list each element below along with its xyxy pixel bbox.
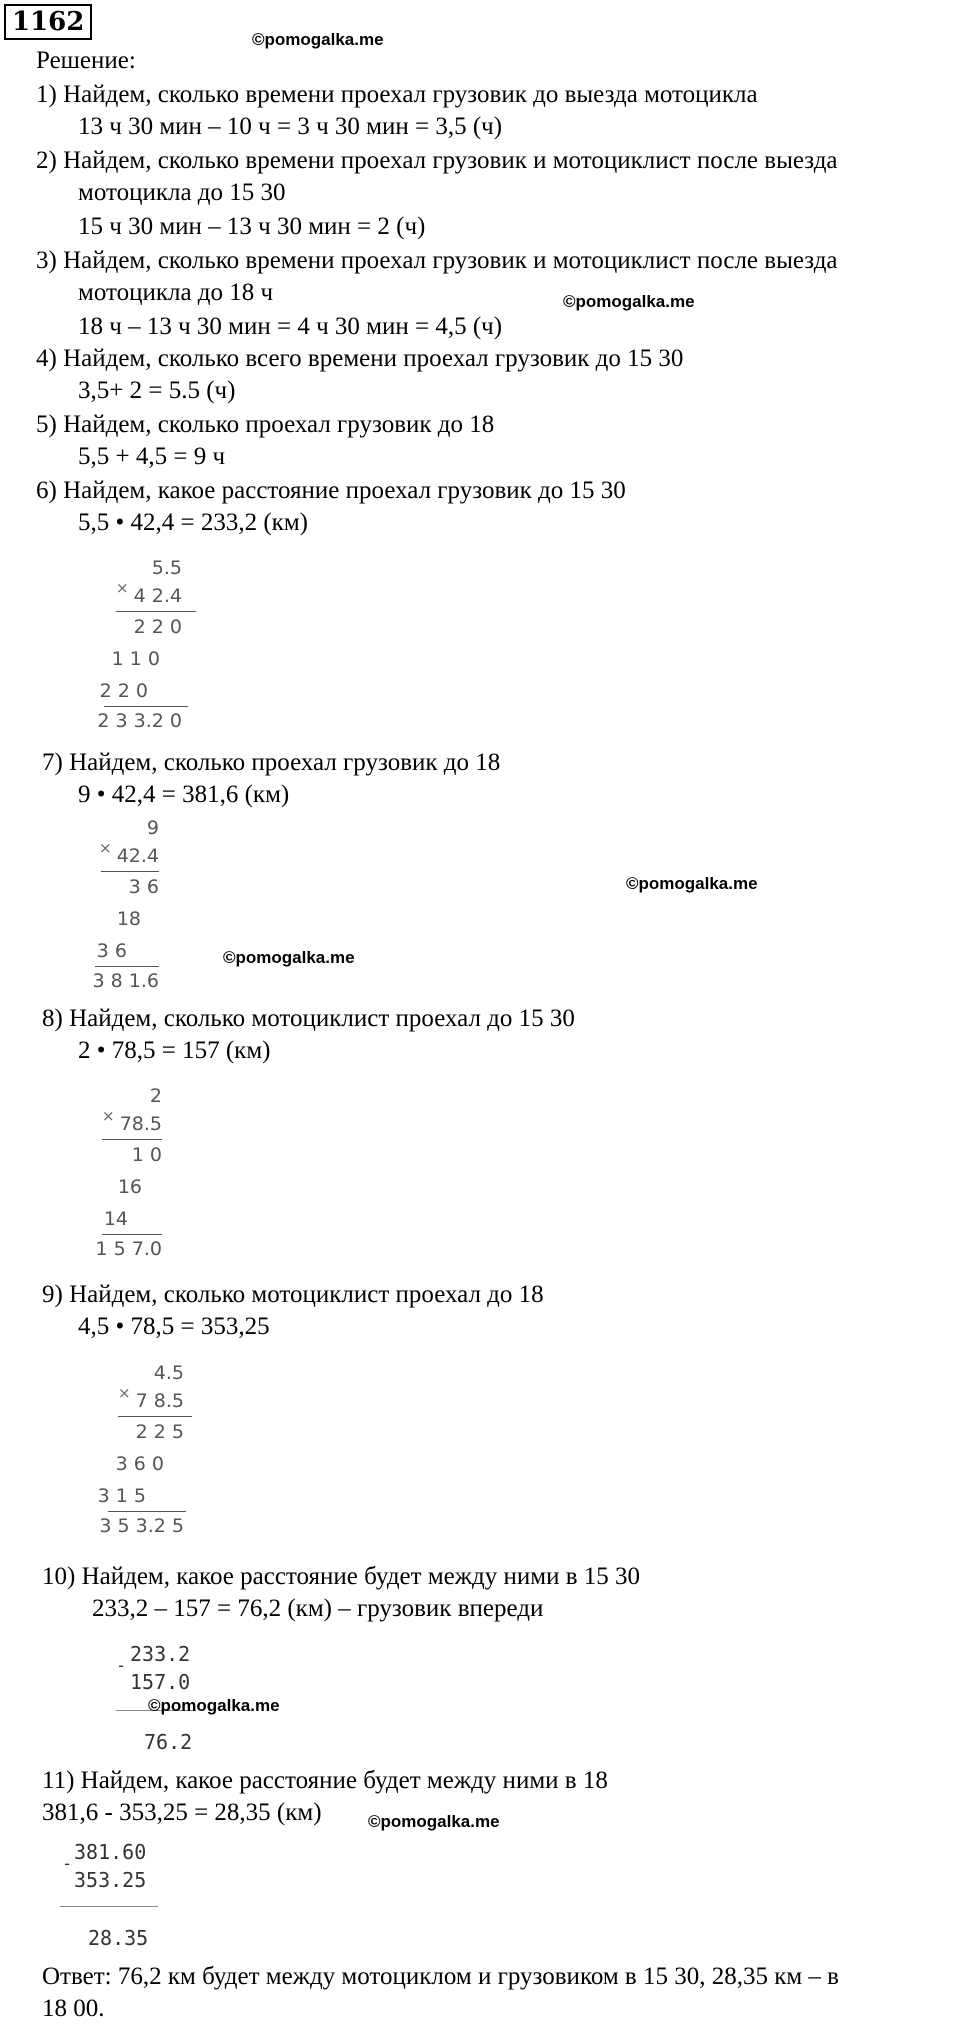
calc-difference: 76.2 xyxy=(144,1730,193,1754)
step-6-formula: 5,5 • 42,4 = 233,2 (км) xyxy=(78,509,308,536)
calc-rule xyxy=(118,1416,192,1417)
calc-factor-2: 78.5 xyxy=(119,1113,162,1135)
column-subtraction xyxy=(60,1838,180,1954)
calc-rule xyxy=(95,966,159,967)
step-2-title: 2) Найдем, сколько времени проехал грузовик и мотоциклист после выезда xyxy=(36,147,838,174)
step-11-title: 11) Найдем, какое расстояние будет между ними в 18 xyxy=(42,1767,608,1794)
step-11-formula: 381,6 - 353,25 = 28,35 (км) xyxy=(42,1799,322,1826)
step-7-formula: 9 • 42,4 = 381,6 (км) xyxy=(78,781,290,808)
calc-rule xyxy=(101,871,159,872)
calc-result: 3 5 3.2 5 xyxy=(99,1515,184,1537)
step-3-title-cont: мотоцикла до 18 ч xyxy=(78,279,274,306)
step-4-title: 4) Найдем, сколько всего времени проехал грузовик до 15 30 xyxy=(36,345,684,372)
calc-partial-2: 16 xyxy=(117,1176,142,1198)
watermark: ©pomogalka.me xyxy=(148,1696,280,1715)
calc-partial-3: 3 1 5 xyxy=(97,1485,146,1507)
calc-factor-1: 5.5 xyxy=(151,557,182,579)
calc-partial-2: 3 6 0 xyxy=(115,1453,164,1475)
step-8-formula: 2 • 78,5 = 157 (км) xyxy=(78,1037,271,1064)
calc-subtrahend: 157.0 xyxy=(130,1670,191,1694)
column-multiplication xyxy=(92,815,175,995)
watermark: ©pomogalka.me xyxy=(368,1812,500,1831)
answer: Ответ: 76,2 км будет между мотоциклом и грузовиком в 15 30, 28,35 км – в xyxy=(42,1963,839,1990)
calc-result: 3 8 1.6 xyxy=(92,970,159,992)
calc-partial-1: 2 2 0 xyxy=(133,616,182,638)
watermark: ©pomogalka.me xyxy=(252,30,384,49)
step-2-title-cont: мотоцикла до 15 30 xyxy=(78,179,286,206)
calc-result: 2 3 3.2 0 xyxy=(97,710,182,732)
calc-partial-3: 2 2 0 xyxy=(99,680,148,702)
calc-partial-2: 18 xyxy=(116,908,141,930)
problem-number: 1162 xyxy=(4,4,92,40)
calc-partial-1: 3 6 xyxy=(128,876,159,898)
calc-factor-2: 4 2.4 xyxy=(133,585,182,607)
multiply-sign: × xyxy=(99,839,112,857)
step-3-formula: 18 ч – 13 ч 30 мин = 4 ч 30 мин = 4,5 (ч) xyxy=(78,313,503,340)
step-4-formula: 3,5+ 2 = 5.5 (ч) xyxy=(78,377,236,404)
step-3-title: 3) Найдем, сколько времени проехал грузовик и мотоциклист после выезда xyxy=(36,247,838,274)
multiply-sign: × xyxy=(102,1107,115,1125)
calc-rule xyxy=(60,1906,158,1907)
step-5-formula: 5,5 + 4,5 = 9 ч xyxy=(78,443,226,470)
step-8-title: 8) Найдем, сколько мотоциклист проехал до 15 30 xyxy=(42,1005,575,1032)
calc-factor-1: 2 xyxy=(149,1085,162,1107)
multiply-sign: × xyxy=(116,579,129,597)
calc-difference: 28.35 xyxy=(88,1926,149,1950)
calc-rule xyxy=(116,611,196,612)
step-10-title: 10) Найдем, какое расстояние будет между ними в 15 30 xyxy=(42,1563,640,1590)
calc-factor-2: 7 8.5 xyxy=(135,1390,184,1412)
column-multiplication xyxy=(97,555,210,735)
minus-sign: - xyxy=(62,1854,73,1874)
answer-cont: 18 00. xyxy=(42,1995,105,2022)
calc-rule xyxy=(108,1511,186,1512)
calc-partial-3: 3 6 xyxy=(96,940,127,962)
watermark: ©pomogalka.me xyxy=(626,874,758,893)
column-multiplication xyxy=(95,1083,178,1263)
calc-rule xyxy=(102,1234,162,1235)
watermark: ©pomogalka.me xyxy=(563,292,695,311)
step-2-formula: 15 ч 30 мин – 13 ч 30 мин = 2 (ч) xyxy=(78,213,426,240)
calc-partial-3: 14 xyxy=(103,1208,128,1230)
calc-rule xyxy=(102,1139,162,1140)
step-1-title: 1) Найдем, сколько времени проехал грузовик до выезда мотоцикла xyxy=(36,81,758,108)
calc-partial-1: 1 0 xyxy=(131,1144,162,1166)
minus-sign: - xyxy=(116,1656,127,1676)
calc-result: 1 5 7.0 xyxy=(95,1238,162,1260)
calc-factor-1: 4.5 xyxy=(153,1362,184,1384)
column-multiplication xyxy=(97,1360,218,1540)
watermark: ©pomogalka.me xyxy=(223,948,355,967)
calc-factor-1: 9 xyxy=(146,817,159,839)
step-5-title: 5) Найдем, сколько проехал грузовик до 18 xyxy=(36,411,495,438)
calc-minuend: 381.60 xyxy=(74,1840,147,1864)
calc-minuend: 233.2 xyxy=(130,1642,191,1666)
step-6-title: 6) Найдем, какое расстояние проехал грузовик до 15 30 xyxy=(36,477,626,504)
step-7-title: 7) Найдем, сколько проехал грузовик до 18 xyxy=(42,749,501,776)
step-9-formula: 4,5 • 78,5 = 353,25 xyxy=(78,1313,270,1340)
step-1-formula: 13 ч 30 мин – 10 ч = 3 ч 30 мин = 3,5 (ч) xyxy=(78,113,503,140)
calc-partial-2: 1 1 0 xyxy=(111,648,160,670)
step-10-formula: 233,2 – 157 = 76,2 (км) – грузовик впереди xyxy=(92,1595,544,1622)
solution-label: Решение: xyxy=(36,47,136,74)
calc-subtrahend: 353.25 xyxy=(74,1868,147,1892)
calc-partial-1: 2 2 5 xyxy=(135,1421,184,1443)
calc-factor-2: 42.4 xyxy=(116,845,159,867)
multiply-sign: × xyxy=(118,1384,131,1402)
step-9-title: 9) Найдем, сколько мотоциклист проехал до 18 xyxy=(42,1281,544,1308)
calc-rule xyxy=(104,706,188,707)
